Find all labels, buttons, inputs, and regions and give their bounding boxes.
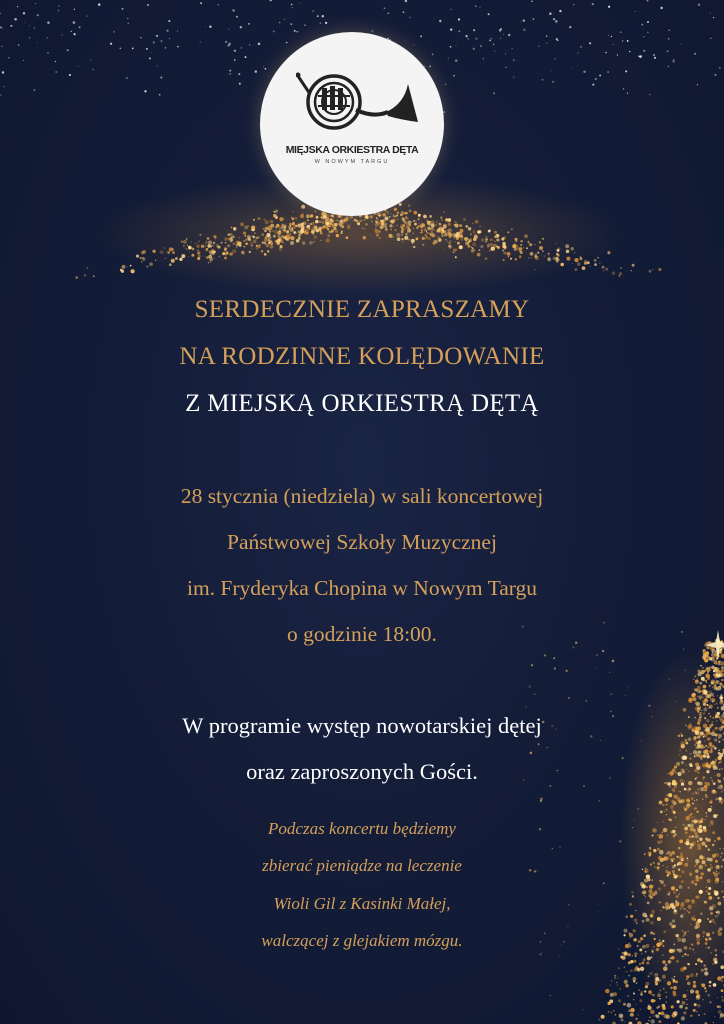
event-date-line: 28 stycznia (niedziela) w sali koncertowej xyxy=(180,484,544,508)
program-line-1: W programie występ nowotarskiej dętej xyxy=(182,713,542,738)
logo-name: MIĘJSKA ORKIESTRA DĘTA xyxy=(285,144,419,156)
event-time-line: o godzinie 18:00. xyxy=(287,622,437,646)
heading-line-2: NA RODZINNE KOLĘDOWANIE xyxy=(179,343,545,370)
program-line-2: oraz zaproszonych Gości. xyxy=(246,759,478,784)
charity-line-2: zbierać pieniądze na leczenie xyxy=(262,856,462,875)
event-school-line: im. Fryderyka Chopina w Nowym Targu xyxy=(186,576,538,600)
heading-line-3: Z MIEJSKĄ ORKIESTRĄ DĘTĄ xyxy=(185,390,539,417)
event-venue-line: Państwowej Szkoły Muzycznej xyxy=(227,530,497,554)
charity-line-3: Wioli Gil z Kasinki Małej, xyxy=(273,894,451,913)
orchestra-logo xyxy=(260,32,444,216)
charity-line-4: walczącej z glejakiem mózgu. xyxy=(261,931,463,950)
french-horn-icon xyxy=(296,66,420,138)
heading-line-1: SERDECZNIE ZAPRASZAMY xyxy=(194,296,530,323)
logo-subtitle: W NOWYM TARGU xyxy=(314,159,390,165)
charity-line-1: Podczas koncertu będziemy xyxy=(268,819,456,838)
